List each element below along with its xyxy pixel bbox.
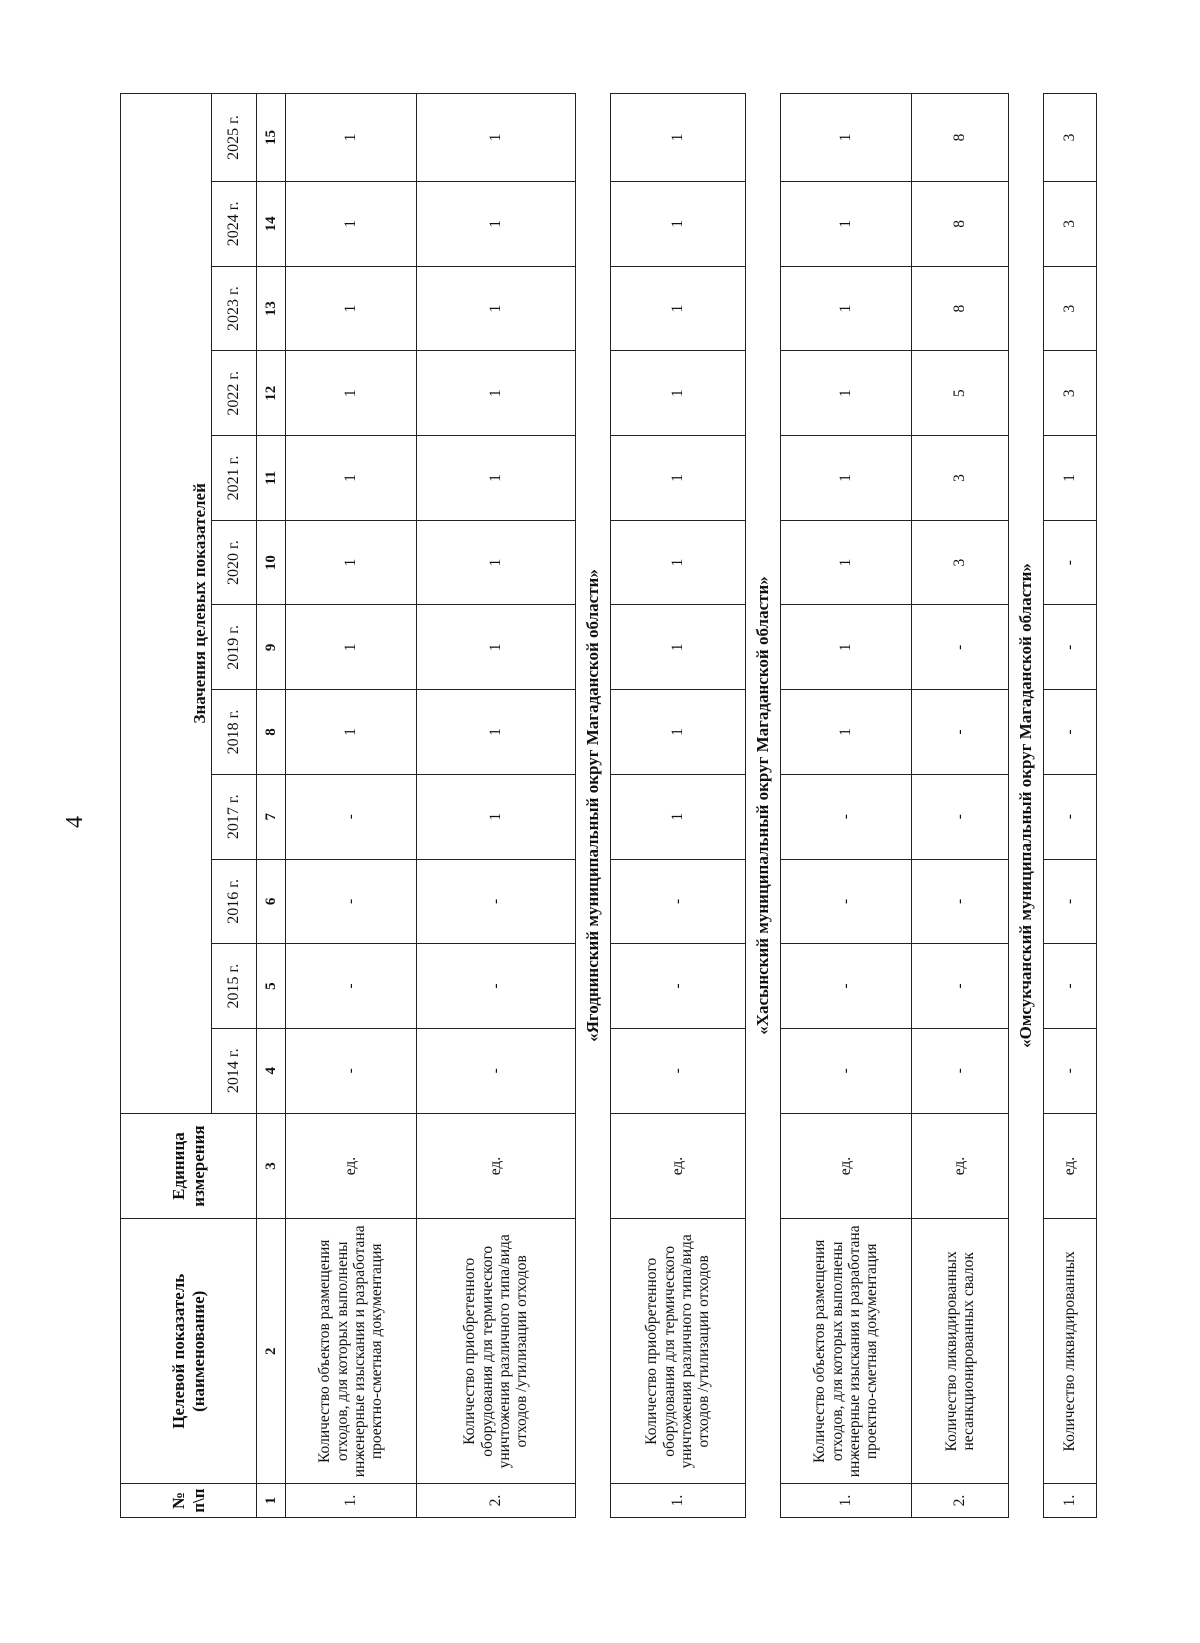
section-title-yagodninsky: «Ягоднинский муниципальный округ Магаданской области» <box>576 94 611 1518</box>
row-value: 3 <box>1044 351 1097 436</box>
row-value: - <box>1044 774 1097 859</box>
row-value: - <box>1044 944 1097 1029</box>
row-unit: ед. <box>781 1113 912 1219</box>
row-value: 1 <box>286 436 417 521</box>
row-value: 1 <box>417 690 576 775</box>
section-row <box>576 94 611 1518</box>
section-row <box>1009 94 1044 1518</box>
row-num: 2. <box>912 1484 1009 1518</box>
row-value: - <box>781 774 912 859</box>
row-value: 1 <box>781 436 912 521</box>
row-value: 1 <box>611 266 746 351</box>
row-value: 1 <box>611 94 746 182</box>
column-number: 7 <box>257 774 286 859</box>
row-value: - <box>781 1028 912 1113</box>
header-year: 2017 г. <box>212 774 257 859</box>
row-value: 1 <box>286 520 417 605</box>
row-value: 3 <box>912 520 1009 605</box>
row-value: - <box>912 605 1009 690</box>
row-value: 1 <box>286 182 417 267</box>
column-number: 5 <box>257 944 286 1029</box>
table-row <box>611 94 746 1518</box>
row-value: 1 <box>611 690 746 775</box>
column-number: 6 <box>257 859 286 944</box>
row-num: 1. <box>781 1484 912 1518</box>
target-indicators-table <box>120 93 1097 1518</box>
row-value: 1 <box>611 182 746 267</box>
column-number: 14 <box>257 182 286 267</box>
table-row <box>781 94 912 1518</box>
column-number: 8 <box>257 690 286 775</box>
row-value: 1 <box>417 182 576 267</box>
row-value: 1 <box>286 94 417 182</box>
header-year: 2020 г. <box>212 520 257 605</box>
section-title-khasynsky: «Хасынский муниципальный округ Магаданской области» <box>746 94 781 1518</box>
row-indicator-name: Количество объектов размещения отходов, для которых выполнены инженерные изыскания и разработана проектно-сметная документация <box>781 1219 912 1484</box>
row-value: 1 <box>417 520 576 605</box>
row-value: 1 <box>611 351 746 436</box>
column-number: 3 <box>257 1113 286 1219</box>
header-year: 2021 г. <box>212 436 257 521</box>
row-value: 5 <box>912 351 1009 436</box>
header-year: 2016 г. <box>212 859 257 944</box>
row-value: - <box>417 944 576 1029</box>
section-row <box>746 94 781 1518</box>
column-number: 13 <box>257 266 286 351</box>
row-num: 1. <box>611 1484 746 1518</box>
row-num: 2. <box>417 1484 576 1518</box>
row-value: 1 <box>286 351 417 436</box>
header-year: 2025 г. <box>212 94 257 182</box>
row-value: 3 <box>1044 182 1097 267</box>
row-value: - <box>611 859 746 944</box>
row-value: 1 <box>417 266 576 351</box>
row-value: 8 <box>912 182 1009 267</box>
row-unit: ед. <box>611 1113 746 1219</box>
row-value: - <box>912 690 1009 775</box>
row-value: - <box>781 944 912 1029</box>
header-indicator: Целевой показатель (наименование) <box>121 1219 257 1484</box>
row-value: - <box>1044 605 1097 690</box>
row-value: 1 <box>286 690 417 775</box>
row-unit: ед. <box>912 1113 1009 1219</box>
row-value: 1 <box>781 182 912 267</box>
row-value: 3 <box>1044 266 1097 351</box>
row-value: - <box>417 1028 576 1113</box>
row-value: 1 <box>781 266 912 351</box>
row-value: 1 <box>417 774 576 859</box>
row-indicator-name: Количество ликвидированных <box>1044 1219 1097 1484</box>
row-unit: ед. <box>417 1113 576 1219</box>
header-unit: Единица измерения <box>121 1113 257 1219</box>
table-row <box>912 94 1009 1518</box>
row-value: - <box>286 859 417 944</box>
section-title-omsukchansky: «Омсукчанский муниципальный округ Магаданской области» <box>1009 94 1044 1518</box>
row-value: - <box>286 774 417 859</box>
row-indicator-name: Количество объектов размещения отходов, для которых выполнены инженерные изыскания и разработана проектно-сметная документация <box>286 1219 417 1484</box>
header-year: 2015 г. <box>212 944 257 1029</box>
row-value: 1 <box>417 351 576 436</box>
row-value: 1 <box>781 605 912 690</box>
header-year: 2024 г. <box>212 182 257 267</box>
row-value: 1 <box>781 94 912 182</box>
row-value: 1 <box>781 520 912 605</box>
row-value: - <box>1044 520 1097 605</box>
column-number: 9 <box>257 605 286 690</box>
row-value: 1 <box>611 436 746 521</box>
column-number: 12 <box>257 351 286 436</box>
row-value: - <box>912 944 1009 1029</box>
column-number: 2 <box>257 1219 286 1484</box>
row-value: - <box>912 1028 1009 1113</box>
row-value: 8 <box>912 266 1009 351</box>
row-value: 1 <box>781 690 912 775</box>
row-value: - <box>611 944 746 1029</box>
header-year: 2019 г. <box>212 605 257 690</box>
column-number: 1 <box>257 1484 286 1518</box>
row-value: - <box>611 1028 746 1113</box>
column-number: 10 <box>257 520 286 605</box>
row-value: - <box>1044 1028 1097 1113</box>
header-year: 2022 г. <box>212 351 257 436</box>
row-value: - <box>912 859 1009 944</box>
header-year: 2018 г. <box>212 690 257 775</box>
row-value: - <box>1044 859 1097 944</box>
table-row <box>417 94 576 1518</box>
header-year: 2023 г. <box>212 266 257 351</box>
row-value: 1 <box>286 266 417 351</box>
page-number: 4 <box>62 816 88 828</box>
row-value: 1 <box>417 94 576 182</box>
row-value: - <box>286 1028 417 1113</box>
row-value: 1 <box>417 436 576 521</box>
row-value: - <box>912 774 1009 859</box>
row-value: 1 <box>417 605 576 690</box>
row-value: 8 <box>912 94 1009 182</box>
row-value: 1 <box>781 351 912 436</box>
row-value: 3 <box>912 436 1009 521</box>
rotated-table-wrapper <box>120 93 1200 1518</box>
table-row <box>286 94 417 1518</box>
row-num: 1. <box>286 1484 417 1518</box>
row-value: 1 <box>611 520 746 605</box>
table-row <box>1044 94 1097 1518</box>
row-indicator-name: Количество приобретенного оборудования для термического уничтожения различного типа/вида отходов /утилизации отходов <box>611 1219 746 1484</box>
column-number: 11 <box>257 436 286 521</box>
row-unit: ед. <box>286 1113 417 1219</box>
row-value: - <box>1044 690 1097 775</box>
header-year: 2014 г. <box>212 1028 257 1113</box>
row-value: 1 <box>286 605 417 690</box>
row-num: 1. <box>1044 1484 1097 1518</box>
column-numbers-row <box>257 94 286 1518</box>
row-value: - <box>286 944 417 1029</box>
row-unit: ед. <box>1044 1113 1097 1219</box>
row-indicator-name: Количество приобретенного оборудования для термического уничтожения различного типа/вида отходов /утилизации отходов <box>417 1219 576 1484</box>
row-value: 1 <box>611 774 746 859</box>
row-indicator-name: Количество ликвидированных несанкционированных свалок <box>912 1219 1009 1484</box>
row-value: 1 <box>611 605 746 690</box>
column-number: 15 <box>257 94 286 182</box>
column-number: 4 <box>257 1028 286 1113</box>
header-values-title: Значения целевых показателей <box>121 94 212 1114</box>
row-value: - <box>781 859 912 944</box>
row-value: 1 <box>1044 436 1097 521</box>
header-num: № п\п <box>121 1484 257 1518</box>
row-value: - <box>417 859 576 944</box>
row-value: 3 <box>1044 94 1097 182</box>
